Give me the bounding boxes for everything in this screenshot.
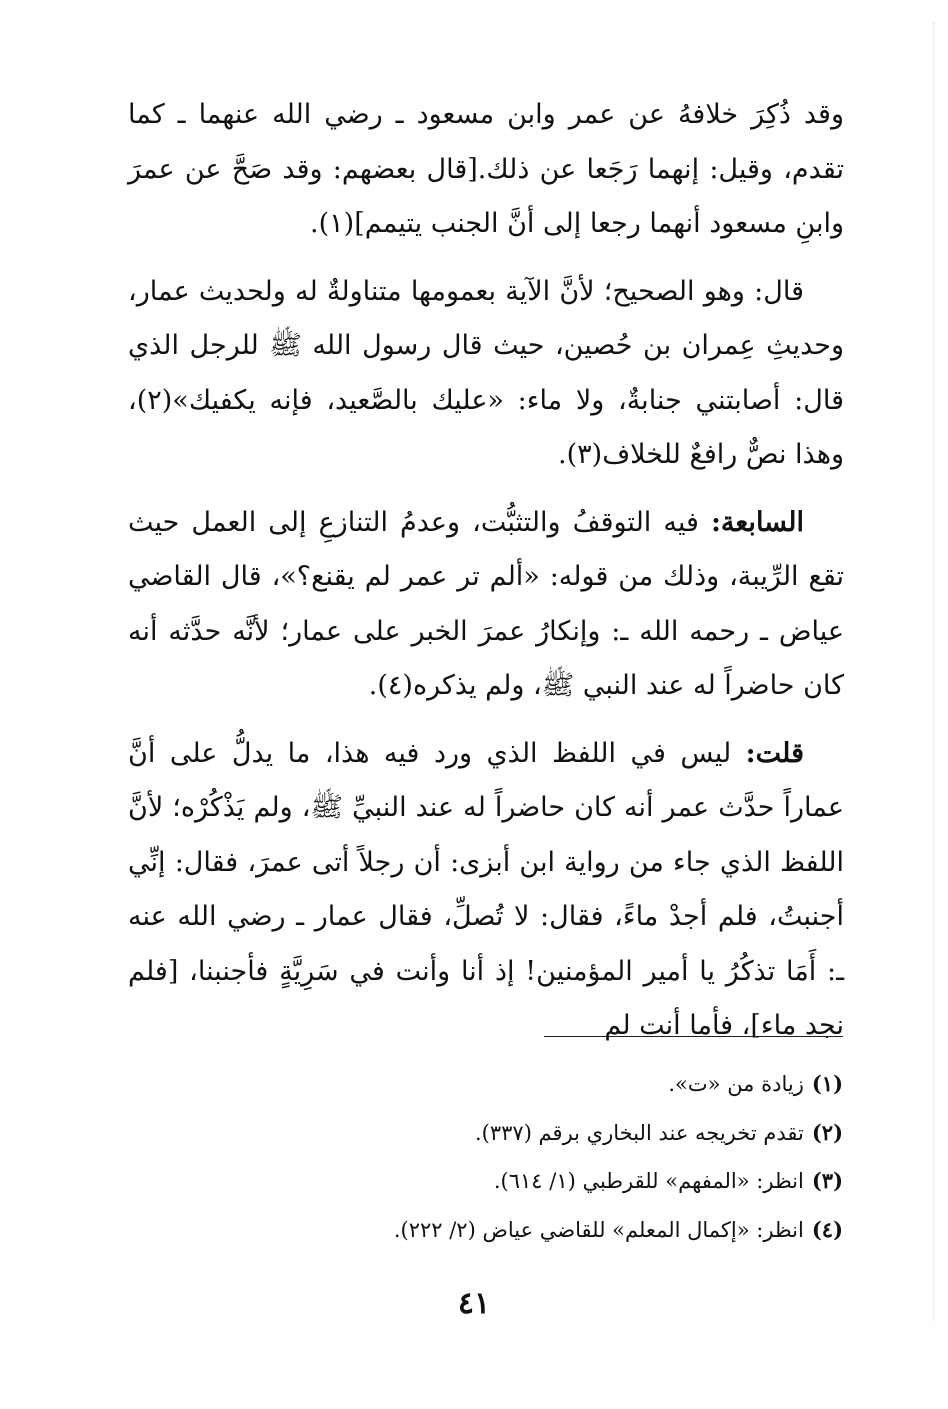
paragraph-lead: السابعة: — [710, 506, 804, 538]
page-edge-shadow — [933, 22, 934, 1322]
footnotes — [300, 1060, 843, 1254]
footnote-3 — [300, 1157, 843, 1206]
footnote-2 — [300, 1109, 843, 1158]
paragraph-text: قال: وهو الصحيح؛ لأنَّ الآية بعمومها متناولةٌ له ولحديث عمار، وحديثِ عِمران بن حُصين، حيث قال رسول الله ﷺ للرجل الذي قال: أصابتني جنابةٌ، ولا ماء: «عليك بالصَّعيد، فإنه يكفيك»(٢)، وهذا نصٌّ رافعٌ للخلاف(٣). — [128, 275, 844, 470]
paragraph-lead: قلت: — [745, 737, 804, 769]
main-text — [128, 88, 844, 1067]
paragraph-3 — [128, 496, 844, 714]
paragraph-1 — [128, 88, 844, 252]
footnote-4 — [300, 1206, 843, 1255]
page-number: ٤١ — [457, 1286, 491, 1321]
paragraph-text: فيه التوقفُ والتثبُّت، وعدمُ التنازعِ إلى العمل حيث تقع الرِّيبة، وذلك من قوله: «ألم تر عمر لم يقنع؟»، قال القاضي عياض ـ رحمه الله ـ: وإنكارُ عمرَ الخبر على عمار؛ لأنَّه حدَّثه أنه كان حاضراً له عند النبي ﷺ، ولم يذكره(٤). — [128, 506, 844, 701]
footnote-number: (١) — [811, 1071, 843, 1096]
paragraph-text: ليس في اللفظ الذي ورد فيه هذا، ما يدلُّ على أنَّ عماراً حدَّث عمر أنه كان حاضراً له عند النبيِّ ﷺ، ولم يَذْكُرْه؛ لأنَّ اللفظ الذي جاء من رواية ابن أبزى: أن رجلاً أتى عمرَ، فقال: إنِّي أجنبتُ، فلم أجدْ ماءً، فقال: لا تُصلِّ، فقال عمار ـ رضي الله عنه ـ: أَمَا تذكُرُ يا أمير المؤمنين! إذ أنا وأنت في سَرِيَّةٍ فأجنبنا، [فلم نجد ماء]، فأما أنت لم — [128, 737, 844, 1041]
footnote-separator — [544, 1036, 843, 1037]
footnote-text: زيادة من «ت». — [668, 1072, 804, 1096]
footnote-1 — [300, 1060, 843, 1109]
paragraph-text: وقد ذُكِرَ خلافهُ عن عمر وابن مسعود ـ رضي الله عنهما ـ كما تقدم، وقيل: إنهما رَجَعا عن ذلك.[قال بعضهم: وقد صَحَّ عن عمرَ وابنِ مسعود أنهما رجعا إلى أنَّ الجنب يتيمم](١). — [128, 99, 844, 239]
footnote-text: انظر: «المفهم» للقرطبي (١/ ٦١٤). — [493, 1169, 804, 1193]
paragraph-2 — [128, 265, 844, 483]
footnote-number: (٤) — [811, 1216, 843, 1242]
footnote-number: (٣) — [811, 1168, 843, 1193]
footnote-text: انظر: «إكمال المعلم» للقاضي عياض (٢/ ٢٢٢). — [393, 1217, 804, 1242]
footnote-number: (٢) — [811, 1119, 843, 1145]
paragraph-4 — [128, 727, 844, 1054]
footnote-text: تقدم تخريجه عند البخاري برقم (٣٣٧). — [474, 1120, 804, 1145]
